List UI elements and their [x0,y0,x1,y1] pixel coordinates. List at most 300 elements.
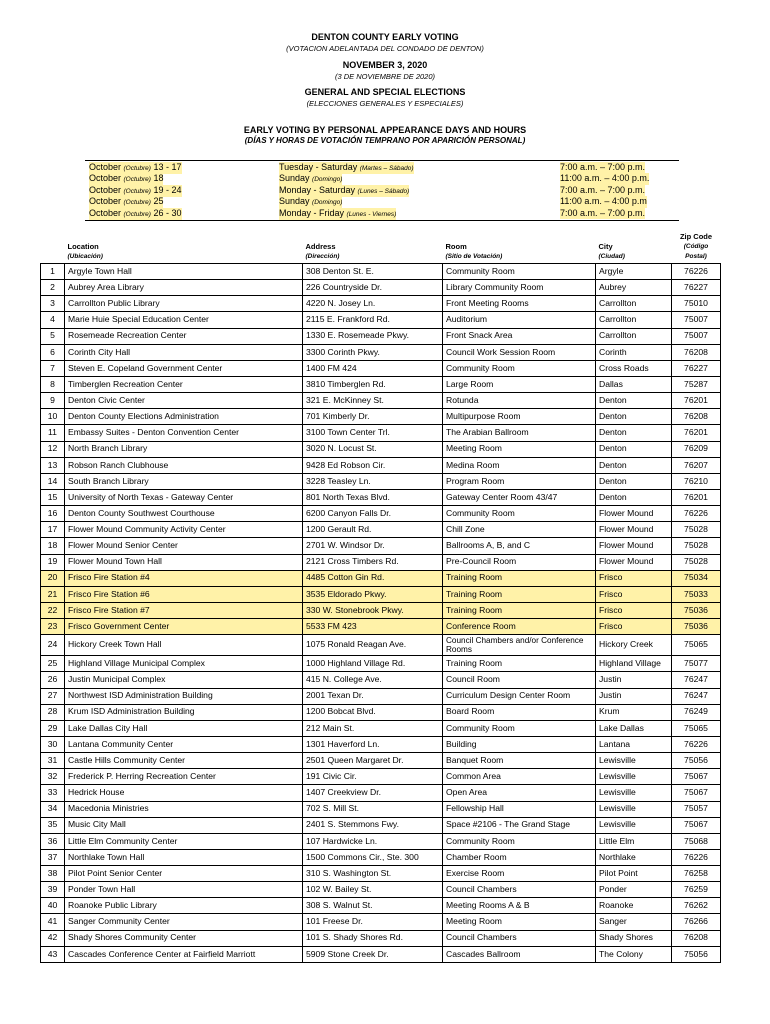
cell-zip: 76258 [672,866,721,882]
cell-city: Frisco [596,586,672,602]
table-row [41,586,721,602]
row-number: 15 [41,489,65,505]
cell-city: Roanoke [596,898,672,914]
cell-room: Community Room [443,264,596,280]
cell-address: 3300 Corinth Pkwy. [303,344,443,360]
cell-room: Training Room [443,586,596,602]
cell-city: Denton [596,441,672,457]
cell-room: Board Room [443,704,596,720]
cell-room: Space #2106 - The Grand Stage [443,817,596,833]
cell-zip: 76247 [672,672,721,688]
cell-address: 9428 Ed Robson Cir. [303,457,443,473]
row-number: 24 [41,635,65,656]
cell-address: 801 North Texas Blvd. [303,489,443,505]
cell-room: Front Meeting Rooms [443,296,596,312]
table-row [41,376,721,392]
cell-location: Flower Mound Senior Center [65,538,303,554]
row-number: 31 [41,753,65,769]
row-number: 33 [41,785,65,801]
cell-room: The Arabian Ballroom [443,425,596,441]
schedule-hours: 7:00 a.m. – 7:00 p.m. [560,207,646,218]
row-number: 9 [41,393,65,409]
cell-city: Denton [596,409,672,425]
cell-city: Little Elm [596,833,672,849]
cell-room: Building [443,736,596,752]
cell-location: Highland Village Municipal Complex [65,656,303,672]
cell-zip: 76201 [672,489,721,505]
cell-zip: 76226 [672,736,721,752]
cell-address: 4485 Cotton Gin Rd. [303,570,443,586]
cell-zip: 76247 [672,688,721,704]
cell-location: Krum ISD Administration Building [65,704,303,720]
cell-address: 2401 S. Stemmons Fwy. [303,817,443,833]
cell-address: 1330 E. Rosemeade Pkwy. [303,328,443,344]
table-row [41,688,721,704]
cell-city: Dallas [596,376,672,392]
column-header-zip: Zip Code (Código Postal) [679,232,713,260]
cell-zip: 75065 [672,635,721,656]
cell-city: Lewisville [596,801,672,817]
table-row [41,930,721,946]
cell-address: 191 Civic Cir. [303,769,443,785]
schedule-days: Sunday (Domingo) [279,173,342,185]
table-row [41,898,721,914]
row-number: 18 [41,538,65,554]
cell-zip: 75056 [672,753,721,769]
cell-location: Sanger Community Center [65,914,303,930]
cell-address: 1200 Gerault Rd. [303,522,443,538]
schedule-row [85,185,679,196]
cell-location: Northwest ISD Administration Building [65,688,303,704]
row-number: 26 [41,672,65,688]
cell-address: 101 Freese Dr. [303,914,443,930]
row-number: 1 [41,264,65,280]
table-row [41,441,721,457]
row-number: 29 [41,720,65,736]
cell-room: Auditorium [443,312,596,328]
table-row [41,457,721,473]
table-row [41,882,721,898]
cell-city: Lewisville [596,753,672,769]
row-number: 20 [41,570,65,586]
cell-room: Council Work Session Room [443,344,596,360]
schedule-dates: October (Octubre) 19 - 24 [89,185,182,197]
row-number: 7 [41,360,65,376]
cell-location: Corinth City Hall [65,344,303,360]
cell-room: Community Room [443,833,596,849]
cell-zip: 76266 [672,914,721,930]
row-number: 3 [41,296,65,312]
cell-address: 1500 Commons Cir., Ste. 300 [303,849,443,865]
cell-room: Rotunda [443,393,596,409]
cell-zip: 76262 [672,898,721,914]
table-row [41,753,721,769]
cell-location: Carrollton Public Library [65,296,303,312]
table-row [41,833,721,849]
table-row [41,425,721,441]
column-header-city: City (Ciudad) [598,242,625,260]
row-number: 36 [41,833,65,849]
cell-location: North Branch Library [65,441,303,457]
schedule-days: Monday - Friday (Lunes - Viernes) [279,208,396,220]
cell-address: 1075 Ronald Reagan Ave. [303,635,443,656]
cell-location: Aubrey Area Library [65,280,303,296]
cell-city: Denton [596,393,672,409]
cell-zip: 76208 [672,930,721,946]
cell-room: Large Room [443,376,596,392]
schedule-dates: October (Octubre) 26 - 30 [89,208,182,220]
cell-address: 5909 Stone Creek Dr. [303,946,443,962]
cell-city: Highland Village [596,656,672,672]
cell-location: Hickory Creek Town Hall [65,635,303,656]
cell-city: Denton [596,425,672,441]
cell-city: Northlake [596,849,672,865]
cell-address: 310 S. Washington St. [303,866,443,882]
row-number: 5 [41,328,65,344]
cell-city: Denton [596,473,672,489]
cell-location: Pilot Point Senior Center [65,866,303,882]
schedule-hours: 11:00 a.m. – 4:00 p.m [560,196,647,207]
cell-address: 308 S. Walnut St. [303,898,443,914]
cell-zip: 75077 [672,656,721,672]
row-number: 27 [41,688,65,704]
row-number: 21 [41,586,65,602]
cell-city: Flower Mound [596,554,672,570]
table-row [41,554,721,570]
cell-location: Flower Mound Community Activity Center [65,522,303,538]
cell-zip: 75033 [672,586,721,602]
cell-location: Shady Shores Community Center [65,930,303,946]
cell-location: Frisco Fire Station #6 [65,586,303,602]
cell-city: Justin [596,688,672,704]
cell-room: Fellowship Hall [443,801,596,817]
cell-room: Exercise Room [443,866,596,882]
cell-location: Timberglen Recreation Center [65,376,303,392]
cell-location: Rosemeade Recreation Center [65,328,303,344]
cell-room: Meeting Rooms A & B [443,898,596,914]
cell-zip: 76227 [672,360,721,376]
cell-zip: 76201 [672,393,721,409]
cell-city: Carrollton [596,328,672,344]
cell-room: Training Room [443,602,596,618]
cell-location: Denton Civic Center [65,393,303,409]
column-header-location: Location (Ubicación) [67,242,103,260]
row-number: 4 [41,312,65,328]
cell-city: Frisco [596,602,672,618]
table-row [41,866,721,882]
cell-city: Flower Mound [596,522,672,538]
table-row [41,344,721,360]
schedule-dates: October (Octubre) 18 [89,173,163,185]
cell-address: 3810 Timberglen Rd. [303,376,443,392]
schedule-row [85,208,679,219]
cell-address: 4220 N. Josey Ln. [303,296,443,312]
cell-room: Council Room [443,672,596,688]
schedule-days: Sunday (Domingo) [279,196,342,208]
table-row [41,296,721,312]
cell-city: Denton [596,457,672,473]
cell-address: 1200 Bobcat Blvd. [303,704,443,720]
cell-city: Lake Dallas [596,720,672,736]
cell-address: 107 Hardwicke Ln. [303,833,443,849]
cell-city: Carrollton [596,296,672,312]
cell-room: Chill Zone [443,522,596,538]
cell-location: University of North Texas - Gateway Center [65,489,303,505]
row-number: 30 [41,736,65,752]
schedule-table [85,160,679,221]
cell-city: Sanger [596,914,672,930]
cell-room: Chamber Room [443,849,596,865]
cell-city: Justin [596,672,672,688]
cell-room: Meeting Room [443,914,596,930]
table-row [41,409,721,425]
cell-address: 321 E. McKinney St. [303,393,443,409]
cell-city: Krum [596,704,672,720]
cell-city: Frisco [596,570,672,586]
cell-city: Denton [596,489,672,505]
cell-address: 3228 Teasley Ln. [303,473,443,489]
row-number: 23 [41,619,65,635]
cell-room: Pre-Council Room [443,554,596,570]
table-row [41,489,721,505]
cell-city: Carrollton [596,312,672,328]
cell-city: Lewisville [596,769,672,785]
table-row [41,602,721,618]
schedule-hours: 7:00 a.m. – 7:00 p.m. [560,184,646,195]
cell-room: Council Chambers [443,882,596,898]
cell-room: Training Room [443,656,596,672]
cell-location: Robson Ranch Clubhouse [65,457,303,473]
cell-zip: 76210 [672,473,721,489]
table-row [41,817,721,833]
cell-location: Music City Mall [65,817,303,833]
cell-zip: 75007 [672,328,721,344]
cell-room: Community Room [443,360,596,376]
cell-location: Lake Dallas City Hall [65,720,303,736]
cell-city: Ponder [596,882,672,898]
cell-zip: 76259 [672,882,721,898]
row-number: 12 [41,441,65,457]
cell-location: Frederick P. Herring Recreation Center [65,769,303,785]
cell-zip: 76226 [672,264,721,280]
cell-location: Flower Mound Town Hall [65,554,303,570]
cell-zip: 75036 [672,619,721,635]
row-number: 19 [41,554,65,570]
cell-zip: 76226 [672,849,721,865]
cell-zip: 76249 [672,704,721,720]
column-header-room: Room (Sitio de Votación) [445,242,503,260]
row-number: 14 [41,473,65,489]
cell-zip: 75028 [672,538,721,554]
cell-address: 3020 N. Locust St. [303,441,443,457]
cell-address: 2001 Texan Dr. [303,688,443,704]
table-row [41,635,721,656]
column-header-number [41,232,65,264]
cell-room: Common Area [443,769,596,785]
cell-location: Castle Hills Community Center [65,753,303,769]
table-row [41,849,721,865]
schedule-days: Tuesday - Saturday (Martes – Sábado) [279,162,414,174]
table-row [41,264,721,280]
table-row [41,522,721,538]
cell-room: Training Room [443,570,596,586]
cell-city: Shady Shores [596,930,672,946]
row-number: 40 [41,898,65,914]
row-number: 16 [41,506,65,522]
election-name: GENERAL AND SPECIAL ELECTIONS [304,87,466,97]
cell-city: Frisco [596,619,672,635]
row-number: 41 [41,914,65,930]
table-row [41,785,721,801]
table-row [41,570,721,586]
locations-table [40,232,721,963]
cell-zip: 75028 [672,522,721,538]
cell-zip: 75287 [672,376,721,392]
table-row [41,538,721,554]
cell-zip: 75068 [672,833,721,849]
table-row [41,619,721,635]
row-number: 6 [41,344,65,360]
cell-city: Flower Mound [596,506,672,522]
cell-address: 701 Kimberly Dr. [303,409,443,425]
cell-city: Hickory Creek [596,635,672,656]
cell-zip: 75067 [672,785,721,801]
cell-location: Denton County Elections Administration [65,409,303,425]
column-header-address: Address (Dirección) [305,242,340,260]
cell-city: Lewisville [596,817,672,833]
cell-room: Council Chambers and/or Conference Rooms [443,635,596,656]
table-row [41,801,721,817]
row-number: 39 [41,882,65,898]
cell-location: Hedrick House [65,785,303,801]
cell-location: Frisco Fire Station #4 [65,570,303,586]
cell-address: 2501 Queen Margaret Dr. [303,753,443,769]
table-row [41,473,721,489]
schedule-hours: 11:00 a.m. – 4:00 p.m. [560,173,650,184]
cell-address: 330 W. Stonebrook Pkwy. [303,602,443,618]
schedule-row [85,196,679,207]
cell-location: South Branch Library [65,473,303,489]
cell-zip: 75067 [672,817,721,833]
cell-address: 3100 Town Center Trl. [303,425,443,441]
cell-zip: 76208 [672,344,721,360]
schedule-row [85,162,679,173]
cell-location: Frisco Fire Station #7 [65,602,303,618]
cell-zip: 75056 [672,946,721,962]
cell-address: 6200 Canyon Falls Dr. [303,506,443,522]
schedule-row [85,173,679,184]
schedule-heading-es: (DÍAS Y HORAS DE VOTACIÓN TEMPRANO POR APARICIÓN PERSONAL) [244,136,526,145]
cell-zip: 76201 [672,425,721,441]
table-row [41,720,721,736]
schedule-dates: October (Octubre) 25 [89,196,163,208]
table-row [41,769,721,785]
schedule-heading: EARLY VOTING BY PERSONAL APPEARANCE DAYS AND HOURS [243,125,527,135]
cell-room: Community Room [443,506,596,522]
cell-city: Corinth [596,344,672,360]
table-row [41,946,721,962]
cell-address: 2121 Cross Timbers Rd. [303,554,443,570]
cell-location: Macedonia Ministries [65,801,303,817]
cell-location: Embassy Suites - Denton Convention Center [65,425,303,441]
row-number: 34 [41,801,65,817]
cell-zip: 76208 [672,409,721,425]
cell-room: Curriculum Design Center Room [443,688,596,704]
row-number: 28 [41,704,65,720]
election-name-es: (ELECCIONES GENERALES Y ESPECIALES) [306,99,464,108]
cell-address: 702 S. Mill St. [303,801,443,817]
schedule-days: Monday - Saturday (Lunes – Sábado) [279,185,409,197]
cell-zip: 75028 [672,554,721,570]
cell-address: 1407 Creekview Dr. [303,785,443,801]
row-number: 35 [41,817,65,833]
table-row [41,312,721,328]
row-number: 10 [41,409,65,425]
row-number: 22 [41,602,65,618]
cell-address: 308 Denton St. E. [303,264,443,280]
document-title: DENTON COUNTY EARLY VOTING [311,32,459,42]
cell-address: 1000 Highland Village Rd. [303,656,443,672]
cell-zip: 76207 [672,457,721,473]
table-row [41,506,721,522]
table-row [41,672,721,688]
cell-city: Argyle [596,264,672,280]
cell-address: 1301 Haverford Ln. [303,736,443,752]
cell-location: Argyle Town Hall [65,264,303,280]
row-number: 37 [41,849,65,865]
cell-location: Justin Municipal Complex [65,672,303,688]
row-number: 17 [41,522,65,538]
cell-location: Marie Huie Special Education Center [65,312,303,328]
row-number: 25 [41,656,65,672]
cell-address: 101 S. Shady Shores Rd. [303,930,443,946]
table-row [41,704,721,720]
cell-zip: 76209 [672,441,721,457]
cell-room: Multipurpose Room [443,409,596,425]
table-row [41,393,721,409]
table-row [41,280,721,296]
cell-location: Denton County Southwest Courthouse [65,506,303,522]
table-row [41,360,721,376]
cell-city: Lewisville [596,785,672,801]
cell-zip: 75057 [672,801,721,817]
document-title-es: (VOTACION ADELANTADA DEL CONDADO DE DENTON) [286,44,484,53]
cell-location: Steven E. Copeland Government Center [65,360,303,376]
cell-room: Community Room [443,720,596,736]
row-number: 13 [41,457,65,473]
cell-room: Open Area [443,785,596,801]
cell-room: Program Room [443,473,596,489]
row-number: 32 [41,769,65,785]
cell-address: 1400 FM 424 [303,360,443,376]
table-row [41,914,721,930]
election-date-es: (3 DE NOVIEMBRE DE 2020) [334,72,436,81]
cell-address: 2115 E. Frankford Rd. [303,312,443,328]
cell-room: Medina Room [443,457,596,473]
cell-location: Cascades Conference Center at Fairfield Marriott [65,946,303,962]
cell-city: The Colony [596,946,672,962]
cell-location: Roanoke Public Library [65,898,303,914]
cell-room: Gateway Center Room 43/47 [443,489,596,505]
cell-location: Frisco Government Center [65,619,303,635]
table-row [41,328,721,344]
cell-zip: 75007 [672,312,721,328]
cell-city: Pilot Point [596,866,672,882]
cell-room: Conference Room [443,619,596,635]
row-number: 11 [41,425,65,441]
cell-address: 226 Countryside Dr. [303,280,443,296]
row-number: 38 [41,866,65,882]
